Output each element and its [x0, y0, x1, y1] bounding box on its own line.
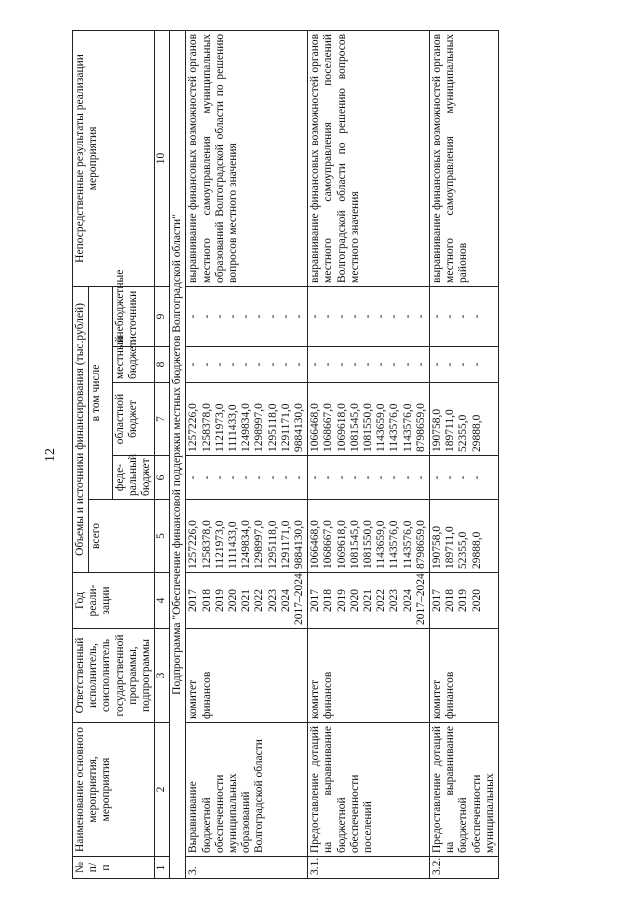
- cell-value: 2020: [348, 589, 361, 612]
- cell-value: 1295118,0: [266, 520, 279, 569]
- measure-name: Предоставление дотаций на выравнивание бюджетной обеспеченности поселений: [308, 723, 430, 857]
- cell-value: -: [213, 362, 226, 367]
- cell-value: 1081545,0: [348, 403, 361, 452]
- cell-value: 8798659,0: [414, 520, 427, 569]
- column-number: 8: [155, 347, 170, 383]
- cell-value: -: [401, 362, 414, 367]
- cell-value: -: [227, 475, 240, 480]
- cell-value: -: [240, 475, 253, 480]
- result-text: выравнивание финансовых возможностей органов местного самоуправления поселений Волгоградской области по решению вопросов местного значения: [308, 30, 430, 286]
- cell-value: -: [457, 475, 470, 480]
- cell-value: -: [309, 362, 322, 367]
- header-num: № п/п: [73, 857, 155, 879]
- row-number: 3.1.: [308, 857, 430, 879]
- cell-value: 189711,0: [444, 526, 457, 569]
- cell-value: -: [335, 475, 348, 480]
- cell-value: -: [335, 314, 348, 319]
- cell-value: 1298997,0: [253, 403, 266, 452]
- cell-value: 1143576,0: [401, 403, 414, 452]
- cell-value: -: [200, 475, 213, 480]
- cell-value: -: [444, 314, 457, 319]
- cell-value: -: [266, 475, 279, 480]
- header-local: местный бюджет: [112, 347, 155, 383]
- column-number: 9: [155, 286, 170, 346]
- cell-value: -: [335, 362, 348, 367]
- extra-amount-list: [186, 286, 308, 346]
- cell-value: -: [187, 362, 200, 367]
- cell-value: 1291171,0: [279, 403, 292, 452]
- header-name: Наименование основного мероприятия, мероприятия: [73, 723, 155, 857]
- cell-value: -: [362, 314, 375, 319]
- cell-value: -: [457, 362, 470, 367]
- header-executor: Ответственный исполнитель, соисполнитель государственной программы, подпрограммы: [73, 629, 155, 723]
- cell-value: 1143659,0: [375, 520, 388, 569]
- cell-value: -: [457, 314, 470, 319]
- column-numbers-row: [155, 30, 170, 878]
- federal-amount-list: [430, 456, 499, 500]
- cell-value: -: [414, 362, 427, 367]
- cell-value: 1121973,0: [213, 403, 226, 452]
- cell-value: 1068667,0: [322, 520, 335, 569]
- cell-value: 1257226,0: [187, 520, 200, 569]
- cell-value: 2017–2024: [293, 573, 306, 625]
- cell-value: 1066468,0: [309, 403, 322, 452]
- table-body: [155, 30, 499, 878]
- header-result: Непосредственные результаты реализации мероприятия: [73, 30, 155, 286]
- cell-value: 1143576,0: [401, 520, 414, 569]
- cell-value: 1298997,0: [253, 520, 266, 569]
- cell-value: -: [240, 362, 253, 367]
- cell-value: 1081550,0: [362, 403, 375, 452]
- program-table: [72, 30, 499, 879]
- cell-value: 1143659,0: [375, 403, 388, 452]
- cell-value: -: [240, 314, 253, 319]
- cell-value: -: [362, 475, 375, 480]
- regional-amount-list: [186, 383, 308, 456]
- executor-name: комитет финансов: [308, 629, 430, 723]
- cell-value: 1068667,0: [322, 403, 335, 452]
- cell-value: 8798659,0: [414, 403, 427, 452]
- extra-amount-list: [430, 286, 499, 346]
- cell-value: -: [213, 314, 226, 319]
- column-number: 1: [155, 857, 170, 879]
- cell-value: -: [293, 475, 306, 480]
- page-number: 12: [43, 448, 58, 462]
- cell-value: 2019: [457, 589, 470, 612]
- column-number: 4: [155, 573, 170, 629]
- cell-value: -: [431, 314, 444, 319]
- cell-value: 2020: [470, 589, 483, 612]
- cell-value: 2017–2024: [414, 573, 427, 625]
- cell-value: -: [470, 362, 483, 367]
- cell-value: -: [187, 475, 200, 480]
- cell-value: 1066468,0: [309, 520, 322, 569]
- cell-value: 1081545,0: [348, 520, 361, 569]
- measure-name: Предоставление дотаций на выравнивание бюджетной обеспеченности муниципальных: [430, 723, 499, 857]
- cell-value: 1258378,0: [200, 520, 213, 569]
- cell-value: -: [322, 362, 335, 367]
- federal-amount-list: [308, 456, 430, 500]
- cell-value: 1258378,0: [200, 403, 213, 452]
- cell-value: -: [375, 314, 388, 319]
- cell-value: -: [414, 314, 427, 319]
- cell-value: -: [200, 314, 213, 319]
- cell-value: 1143576,0: [388, 520, 401, 569]
- cell-value: 2021: [240, 589, 253, 612]
- cell-value: 1295118,0: [266, 403, 279, 452]
- cell-value: 1111433,0: [227, 521, 240, 569]
- year-list: [430, 573, 499, 629]
- cell-value: 1081550,0: [362, 520, 375, 569]
- column-number: 2: [155, 723, 170, 857]
- cell-value: 2019: [213, 589, 226, 612]
- cell-value: -: [322, 475, 335, 480]
- cell-value: -: [253, 362, 266, 367]
- row-number: 3.: [186, 857, 308, 879]
- cell-value: -: [253, 475, 266, 480]
- cell-value: 190758,0: [431, 408, 444, 452]
- cell-value: 29888,0: [470, 531, 483, 569]
- column-number: 5: [155, 500, 170, 573]
- cell-value: -: [348, 475, 361, 480]
- cell-value: 2017: [187, 589, 200, 612]
- cell-value: -: [293, 362, 306, 367]
- local-amount-list: [430, 347, 499, 383]
- header-year: Год реали-зации: [73, 573, 155, 629]
- cell-value: 189711,0: [444, 409, 457, 452]
- executor-name: комитет финансов: [430, 629, 499, 723]
- cell-value: -: [213, 475, 226, 480]
- cell-value: 1249834,0: [240, 520, 253, 569]
- cell-value: -: [187, 314, 200, 319]
- header-extra: внебюджетные источники: [112, 286, 155, 346]
- cell-value: 1069618,0: [335, 520, 348, 569]
- cell-value: -: [227, 314, 240, 319]
- cell-value: 2019: [335, 589, 348, 612]
- column-number: 7: [155, 383, 170, 456]
- cell-value: -: [375, 362, 388, 367]
- cell-value: 2018: [322, 589, 335, 612]
- subprogram-row: [170, 30, 186, 878]
- cell-value: -: [431, 362, 444, 367]
- cell-value: -: [444, 475, 457, 480]
- executor-name: комитет финансов: [186, 629, 308, 723]
- cell-value: 2018: [444, 589, 457, 612]
- cell-value: -: [388, 362, 401, 367]
- cell-value: -: [401, 475, 414, 480]
- cell-value: 9884130,0: [293, 403, 306, 452]
- header-federal: феде-ральный бюджет: [112, 456, 155, 500]
- cell-value: -: [227, 362, 240, 367]
- cell-value: -: [266, 362, 279, 367]
- table-row: [308, 30, 430, 878]
- cell-value: -: [388, 475, 401, 480]
- cell-value: 190758,0: [431, 525, 444, 569]
- cell-value: -: [348, 314, 361, 319]
- cell-value: -: [253, 314, 266, 319]
- year-list: [308, 573, 430, 629]
- cell-value: -: [470, 475, 483, 480]
- total-amount-list: [186, 500, 308, 573]
- cell-value: 2022: [253, 589, 266, 612]
- cell-value: -: [279, 362, 292, 367]
- cell-value: 1257226,0: [187, 403, 200, 452]
- cell-value: 52355,0: [457, 531, 470, 569]
- cell-value: 9884130,0: [293, 520, 306, 569]
- header-total: всего: [89, 500, 155, 573]
- cell-value: -: [362, 362, 375, 367]
- cell-value: 2021: [362, 589, 375, 612]
- cell-value: 1069618,0: [335, 403, 348, 452]
- cell-value: 2023: [388, 589, 401, 612]
- header-including: в том числе: [89, 286, 112, 499]
- column-number: 6: [155, 456, 170, 500]
- cell-value: -: [309, 475, 322, 480]
- cell-value: -: [322, 314, 335, 319]
- cell-value: -: [388, 314, 401, 319]
- cell-value: -: [279, 475, 292, 480]
- local-amount-list: [186, 347, 308, 383]
- cell-value: -: [470, 314, 483, 319]
- result-text: выравнивание финансовых возможностей органов местного самоуправления муниципальных районов: [430, 30, 499, 286]
- regional-amount-list: [308, 383, 430, 456]
- header-regional: областной бюджет: [112, 383, 155, 456]
- row-number: 3.2.: [430, 857, 499, 879]
- cell-value: 2024: [401, 589, 414, 612]
- cell-value: 2024: [279, 589, 292, 612]
- column-number: 3: [155, 629, 170, 723]
- cell-value: 1111433,0: [227, 404, 240, 452]
- cell-value: -: [431, 475, 444, 480]
- cell-value: 2017: [309, 589, 322, 612]
- extra-amount-list: [308, 286, 430, 346]
- cell-value: -: [414, 475, 427, 480]
- cell-value: -: [293, 314, 306, 319]
- cell-value: 29888,0: [470, 414, 483, 452]
- table-row: [430, 30, 499, 878]
- cell-value: -: [266, 314, 279, 319]
- cell-value: -: [200, 362, 213, 367]
- cell-value: 1121973,0: [213, 520, 226, 569]
- cell-value: 2022: [375, 589, 388, 612]
- cell-value: -: [348, 362, 361, 367]
- cell-value: 2020: [227, 589, 240, 612]
- cell-value: 2018: [200, 589, 213, 612]
- year-list: [186, 573, 308, 629]
- federal-amount-list: [186, 456, 308, 500]
- table-row: [186, 30, 308, 878]
- local-amount-list: [308, 347, 430, 383]
- total-amount-list: [430, 500, 499, 573]
- cell-value: -: [444, 362, 457, 367]
- cell-value: -: [279, 314, 292, 319]
- cell-value: 52355,0: [457, 414, 470, 452]
- subprogram-title: Подпрограмма "Обеспечение финансовой поддержки местных бюджетов Волгоградской области": [170, 30, 186, 878]
- total-amount-list: [308, 500, 430, 573]
- cell-value: -: [309, 314, 322, 319]
- cell-value: 1249834,0: [240, 403, 253, 452]
- cell-value: 1143576,0: [388, 403, 401, 452]
- cell-value: -: [401, 314, 414, 319]
- result-text: выравнивание финансовых возможностей органов местного самоуправления муниципальных образований Волгоградской области по решению вопросов местного значения: [186, 30, 308, 286]
- measure-name: Выравнивание бюджетной обеспеченности муниципальных образований Волгоградской области: [186, 723, 308, 857]
- cell-value: -: [375, 475, 388, 480]
- regional-amount-list: [430, 383, 499, 456]
- cell-value: 1291171,0: [279, 520, 292, 569]
- cell-value: 2017: [431, 589, 444, 612]
- column-number: 10: [155, 30, 170, 286]
- cell-value: 2023: [266, 589, 279, 612]
- header-funding: Объемы и источники финансирования (тыс.рублей): [73, 286, 89, 572]
